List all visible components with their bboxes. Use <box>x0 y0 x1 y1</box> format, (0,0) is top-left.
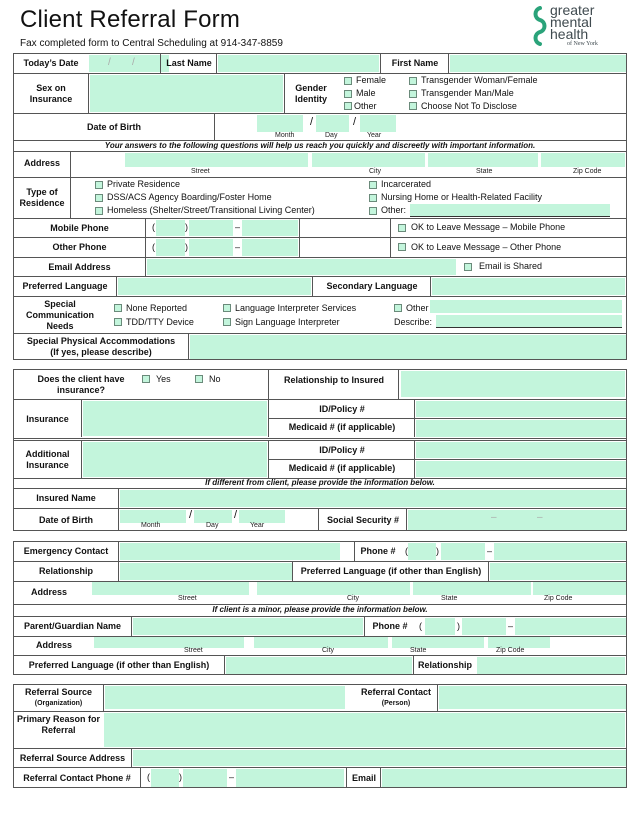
gender-trans-woman-label: Transgender Woman/Female <box>421 75 538 85</box>
first-name-field[interactable] <box>450 55 626 72</box>
mobile-phone-label: Mobile Phone <box>50 222 109 233</box>
special-comm-label: Special Communication Needs <box>25 298 94 331</box>
referral-prefix-field[interactable] <box>183 769 227 787</box>
residence-private-label: Private Residence <box>107 179 181 189</box>
insurance-id-field[interactable] <box>416 401 626 417</box>
residence-homeless-checkbox[interactable] <box>95 207 103 215</box>
insured-name-field[interactable] <box>120 490 626 507</box>
logo-mark-icon <box>530 6 550 46</box>
has-insurance-label: Does the client have insurance? <box>37 373 125 395</box>
parent-prefix-field[interactable] <box>462 618 506 635</box>
referral-address-label: Referral Source Address <box>19 752 126 763</box>
referral-contact-field[interactable] <box>439 686 626 709</box>
parent-city-field[interactable] <box>254 637 388 648</box>
relationship-insured-label: Relationship to Insured <box>283 374 384 385</box>
residence-label: Type of Residence <box>19 187 65 208</box>
gender-trans-man-label: Transgender Man/Male <box>421 88 514 98</box>
emergency-relationship-label: Relationship <box>38 566 93 576</box>
row-sex-gender <box>14 73 626 113</box>
parent-area-field[interactable] <box>425 618 455 635</box>
gender-female-label: Female <box>356 75 387 85</box>
gender-trans-woman-checkbox[interactable] <box>409 77 417 85</box>
row-primary-reason <box>14 711 626 748</box>
emergency-address-label: Address <box>30 586 67 597</box>
residence-incarcerated-label: Incarcerated <box>381 179 432 189</box>
residence-homeless-label: Homeless (Shelter/Street/Transitional Living Center) <box>107 205 315 215</box>
insurance-section <box>13 369 627 531</box>
referral-phone-label: Referral Contact Phone # <box>23 772 131 783</box>
parent-guardian-field[interactable] <box>133 618 363 635</box>
comm-tdd-checkbox[interactable] <box>114 318 122 326</box>
comm-none-checkbox[interactable] <box>114 304 122 312</box>
row-dob: Date of Birth / / Month Day Year <box>14 113 626 140</box>
parent-street-field[interactable] <box>94 637 244 648</box>
sex-on-insurance-label: Sex on Insurance <box>29 83 73 104</box>
referral-area-field[interactable] <box>151 769 179 787</box>
special-physical-sub: (If yes, please describe) <box>50 347 152 357</box>
referral-source-sub: (Organization) <box>34 700 83 707</box>
secondary-language-field[interactable] <box>432 278 625 295</box>
dob-month-field[interactable] <box>257 115 303 132</box>
row-email <box>14 257 626 276</box>
first-name-label: First Name <box>391 58 439 68</box>
row-referral-phone: Referral Contact Phone # ( ) – Email <box>14 767 626 788</box>
special-physical-label: Special Physical Accommodations <box>26 336 176 346</box>
residence-nursing-checkbox[interactable] <box>369 194 377 202</box>
row-parent-guardian: Parent/Guardian Name Phone # ( ) – <box>14 616 626 636</box>
gender-male-checkbox[interactable] <box>344 90 352 98</box>
comm-none-label: None Reported <box>126 303 188 313</box>
row-parent-language <box>14 655 626 675</box>
discreet-note: Your answers to the following questions will help us reach you quickly and discreetly with important information. <box>104 141 536 150</box>
gender-not-disclose-checkbox[interactable] <box>409 102 417 110</box>
parent-guardian-label: Parent/Guardian Name <box>23 621 122 631</box>
logo-word-greater: greater <box>550 2 595 18</box>
mobile-line-field[interactable] <box>242 220 298 236</box>
gender-other-label: Other <box>354 101 377 111</box>
insurance-no-checkbox[interactable] <box>195 375 203 383</box>
additional-medicaid-field[interactable] <box>416 461 626 477</box>
comm-sign-checkbox[interactable] <box>223 318 231 326</box>
referral-line-field[interactable] <box>236 769 344 787</box>
other-line-field[interactable] <box>242 239 298 256</box>
emergency-language-field[interactable] <box>490 563 626 580</box>
referral-section <box>13 684 627 788</box>
row-comm-needs <box>14 296 626 333</box>
fax-instructions: Fax completed form to Central Scheduling at 914-347-8859 <box>20 38 283 49</box>
email-label: Email Address <box>48 261 111 272</box>
emergency-city-field[interactable] <box>257 582 410 595</box>
address-city-field[interactable] <box>312 153 425 167</box>
email-shared-label: Email is Shared <box>479 261 543 271</box>
insurance-id-label: ID/Policy # <box>319 403 365 414</box>
logo-word-health: health <box>550 26 589 42</box>
emergency-section <box>13 541 627 675</box>
row-residence <box>14 177 626 218</box>
additional-medicaid-label: Medicaid # (if applicable) <box>288 463 396 473</box>
ok-mobile-checkbox[interactable] <box>398 224 406 232</box>
emergency-street-caption: Street <box>178 595 197 602</box>
referral-email-field[interactable] <box>382 769 626 787</box>
row-parent-address <box>14 636 626 655</box>
parent-address-label: Address <box>35 639 72 650</box>
row-address <box>14 151 626 177</box>
residence-nursing-label: Nursing Home or Health-Related Facility <box>381 192 543 202</box>
parent-state-caption: State <box>410 647 427 654</box>
residence-private-checkbox[interactable] <box>95 181 103 189</box>
city-caption: City <box>369 168 382 175</box>
parent-language-field[interactable] <box>226 657 412 674</box>
additional-id-field[interactable] <box>416 442 626 458</box>
primary-reason-label: Primary Reason for Referral <box>16 714 101 735</box>
insurance-medicaid-field[interactable] <box>416 420 626 437</box>
row-date-names: Today’s Date / / Last Name First Name <box>14 54 626 73</box>
emergency-state-field[interactable] <box>413 582 531 595</box>
insured-name-label: Insured Name <box>36 493 96 503</box>
comm-interpreter-checkbox[interactable] <box>223 304 231 312</box>
row-other-phone: Other Phone ( ) – OK to Leave Message – Other Phone <box>14 237 626 257</box>
dob-year-caption: Year <box>367 132 382 139</box>
gender-trans-man-checkbox[interactable] <box>409 90 417 98</box>
minor-note: If client is a minor, please provide the information below. <box>212 605 428 614</box>
sex-on-insurance-field[interactable] <box>90 75 283 112</box>
ssn-label: Social Security # <box>326 514 400 525</box>
dob-month-caption: Month <box>275 132 295 139</box>
ok-mobile-label: OK to Leave Message – Mobile Phone <box>411 222 566 232</box>
gender-not-disclose-label: Choose Not To Disclose <box>421 101 517 111</box>
emergency-contact-label: Emergency Contact <box>23 546 109 556</box>
gender-identity-label: Gender Identity <box>294 83 327 104</box>
row-referral-source <box>14 685 626 711</box>
parent-line-field[interactable] <box>515 618 626 635</box>
todays-date-label: Today’s Date <box>23 58 79 68</box>
address-state-field[interactable] <box>428 153 538 167</box>
mobile-prefix-field[interactable] <box>189 220 233 236</box>
residence-dss-checkbox[interactable] <box>95 194 103 202</box>
row-insured-dob: Date of Birth / / Month Day Year Social Security # – – <box>14 508 626 531</box>
row-insurance <box>14 399 626 437</box>
preferred-language-field[interactable] <box>118 278 311 295</box>
row-physical <box>14 333 626 360</box>
last-name-label: Last Name <box>166 58 212 68</box>
parent-relationship-field[interactable] <box>477 657 625 674</box>
referral-address-field[interactable] <box>133 750 626 766</box>
row-languages <box>14 276 626 296</box>
referral-contact-label: Referral Contact <box>360 687 432 697</box>
emergency-state-caption: State <box>441 595 458 602</box>
emergency-city-caption: City <box>347 595 360 602</box>
parent-state-field[interactable] <box>392 637 484 648</box>
logo-word-mental: mental <box>550 14 593 30</box>
additional-insurance-label: Additional Insurance <box>25 449 70 470</box>
ok-other-checkbox[interactable] <box>398 243 406 251</box>
mobile-area-code-field[interactable] <box>156 220 185 236</box>
row-emergency-contact: Emergency Contact Phone # ( ) – <box>14 542 626 561</box>
comm-sign-label: Sign Language Interpreter <box>235 317 340 327</box>
form-title: Client Referral Form <box>20 6 241 33</box>
gender-other-checkbox[interactable] <box>344 102 352 110</box>
insured-dob-label: Date of Birth <box>39 514 93 525</box>
row-has-insurance <box>14 370 626 399</box>
preferred-language-label: Preferred Language <box>22 281 108 291</box>
emergency-area-field[interactable] <box>408 543 436 560</box>
special-physical-field[interactable] <box>190 335 626 359</box>
row-emergency-relationship <box>14 561 626 581</box>
parent-street-caption: Street <box>184 647 203 654</box>
emergency-language-label: Preferred Language (if other than English) <box>300 566 482 576</box>
parent-phone-label: Phone # <box>372 621 408 631</box>
emergency-phone-label: Phone # <box>360 546 396 556</box>
other-phone-label: Other Phone <box>52 242 107 252</box>
row-insured-name <box>14 488 626 508</box>
gender-male-label: Male <box>356 88 376 98</box>
secondary-language-label: Secondary Language <box>326 281 418 291</box>
ssn-field[interactable] <box>408 510 626 530</box>
insurance-yes-label: Yes <box>156 374 171 384</box>
address-street-field[interactable] <box>125 153 308 167</box>
state-caption: State <box>476 168 493 175</box>
gender-female-checkbox[interactable] <box>344 77 352 85</box>
residence-incarcerated-checkbox[interactable] <box>369 181 377 189</box>
emergency-line-field[interactable] <box>494 543 626 560</box>
other-area-code-field[interactable] <box>156 239 185 256</box>
additional-insurance-field[interactable] <box>83 442 267 477</box>
dob-day-field[interactable] <box>316 115 349 132</box>
dob-label: Date of Birth <box>87 121 141 132</box>
emergency-street-field[interactable] <box>92 582 249 595</box>
residence-other-field[interactable] <box>410 204 610 216</box>
other-prefix-field[interactable] <box>189 239 233 256</box>
insurance-yes-checkbox[interactable] <box>142 375 150 383</box>
client-info-section <box>13 53 627 360</box>
comm-tdd-label: TDD/TTY Device <box>126 317 194 327</box>
insured-note: If different from client, please provide the information below. <box>205 478 435 487</box>
address-zip-field[interactable] <box>541 153 625 167</box>
residence-other-label: Other: <box>381 205 407 215</box>
comm-interpreter-label: Language Interpreter Services <box>235 303 357 313</box>
parent-zip-caption: Zip Code <box>496 647 525 654</box>
additional-id-label: ID/Policy # <box>319 444 365 455</box>
comm-other-label: Other <box>406 303 429 313</box>
emergency-relationship-field[interactable] <box>120 563 292 580</box>
comm-other-field[interactable] <box>430 300 622 313</box>
parent-language-label: Preferred Language (if other than English) <box>28 660 210 670</box>
zip-caption: Zip Code <box>573 168 602 175</box>
dob-year-field[interactable] <box>360 115 396 132</box>
logo-sub: of New York <box>567 41 598 47</box>
comm-other-checkbox[interactable] <box>394 304 402 312</box>
address-label: Address <box>23 157 60 168</box>
insurance-medicaid-label: Medicaid # (if applicable) <box>288 422 396 432</box>
relationship-insured-field[interactable] <box>401 371 625 397</box>
email-shared-checkbox[interactable] <box>464 263 472 271</box>
ok-other-label: OK to Leave Message – Other Phone <box>411 242 562 252</box>
comm-describe-label: Describe: <box>394 317 433 327</box>
email-field[interactable] <box>147 259 456 275</box>
emergency-zip-caption: Zip Code <box>544 595 573 602</box>
emergency-prefix-field[interactable] <box>441 543 485 560</box>
comm-describe-field[interactable] <box>436 315 622 327</box>
row-referral-address <box>14 748 626 767</box>
insured-year-caption: Year <box>250 522 265 529</box>
insurance-label: Insurance <box>26 413 69 424</box>
gmh-logo <box>530 4 630 50</box>
last-name-field[interactable] <box>218 55 379 72</box>
insurance-no-label: No <box>209 374 221 384</box>
row-mobile-phone: Mobile Phone ( ) – OK to Leave Message – Mobile Phone <box>14 218 626 237</box>
primary-reason-field[interactable] <box>104 713 625 747</box>
referral-source-label: Referral Source <box>24 687 93 697</box>
row-additional-insurance <box>14 438 626 478</box>
street-caption: Street <box>191 168 210 175</box>
referral-source-field[interactable] <box>105 686 345 709</box>
emergency-zip-field[interactable] <box>533 582 626 595</box>
insurance-name-field[interactable] <box>83 401 267 436</box>
todays-date-field[interactable] <box>89 55 169 72</box>
referral-contact-sub: (Person) <box>381 700 411 707</box>
row-emergency-address <box>14 581 626 604</box>
parent-city-caption: City <box>322 647 335 654</box>
parent-relationship-label: Relationship <box>417 660 472 670</box>
referral-email-label: Email <box>351 772 376 783</box>
insured-day-caption: Day <box>206 522 219 529</box>
residence-other-checkbox[interactable] <box>369 207 377 215</box>
dob-day-caption: Day <box>325 132 338 139</box>
emergency-contact-field[interactable] <box>120 543 340 560</box>
residence-dss-label: DSS/ACS Agency Boarding/Foster Home <box>107 192 272 202</box>
insured-month-caption: Month <box>141 522 161 529</box>
